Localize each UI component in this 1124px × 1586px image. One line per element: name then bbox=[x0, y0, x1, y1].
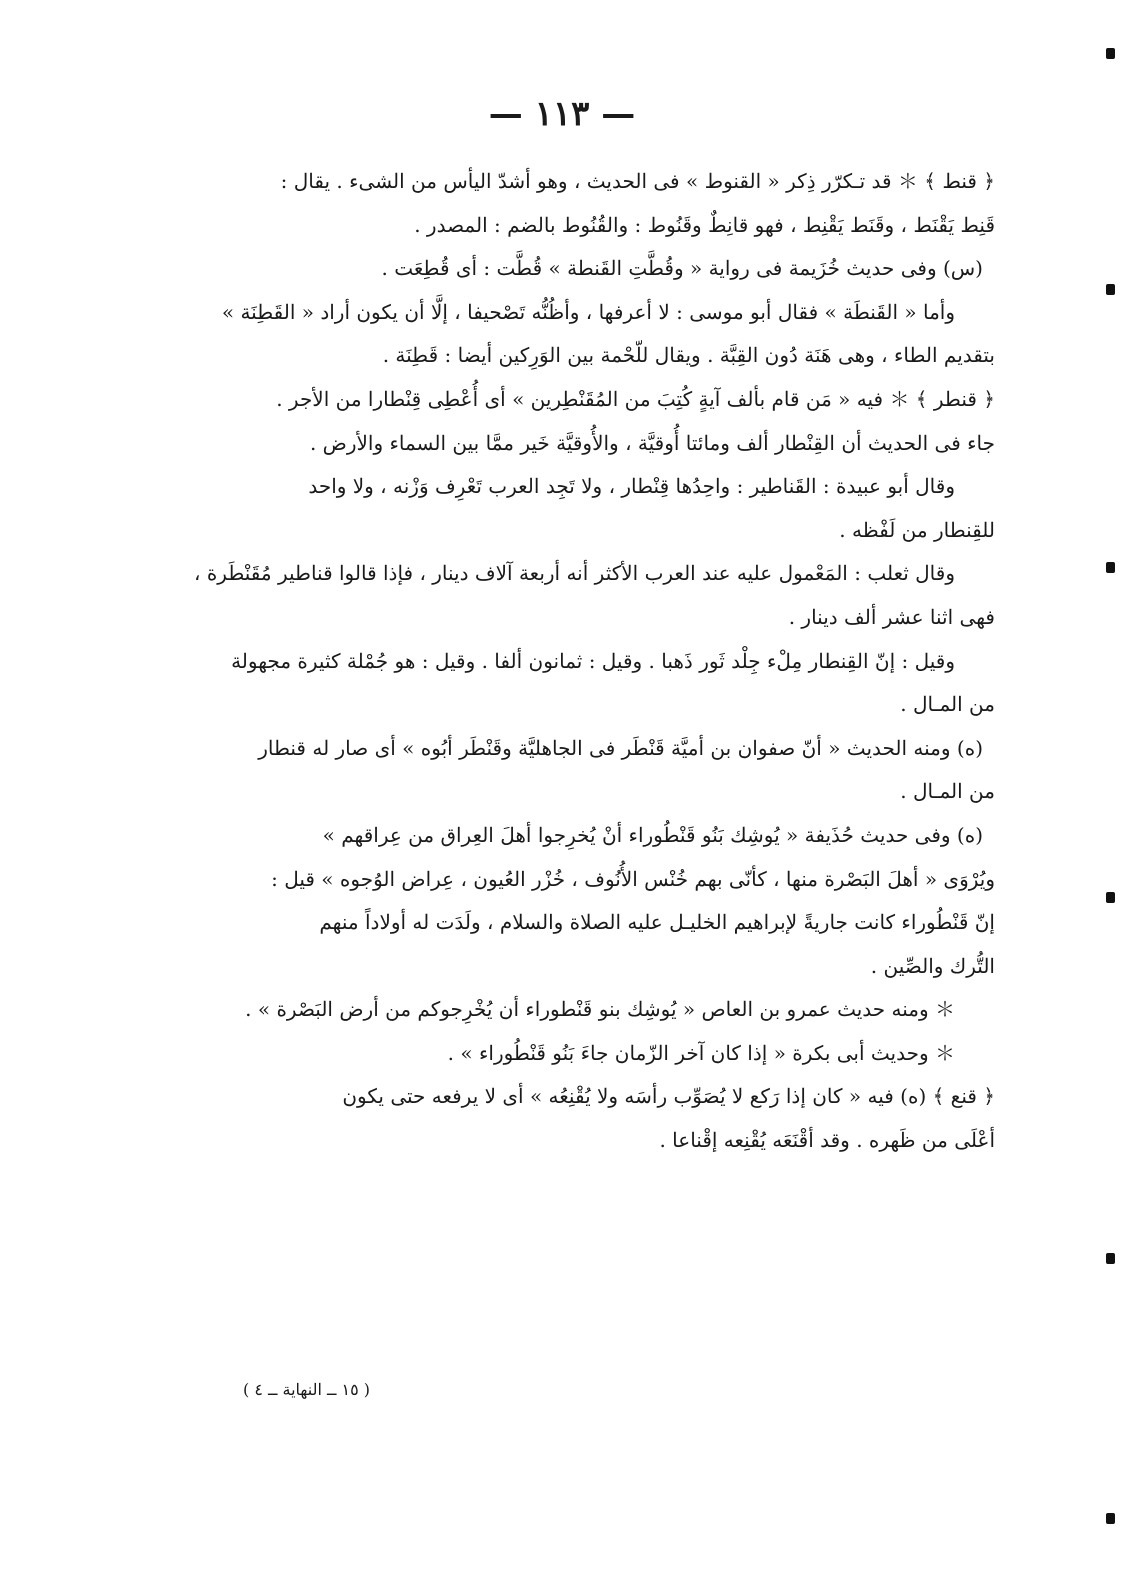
text-line: بتقديم الطاء ، وهى هَنَة دُون القِبَّة . ويقال للّحْمة بين الوَرِكين أيضا : قَطِنَة . bbox=[382, 343, 995, 368]
margin-mark bbox=[1106, 284, 1115, 295]
text-line: ﴿ قنع ﴾ (ه) فيه « كان إذا رَكع لا يُصَوِّب رأسَه ولا يُقْنِعُه » أى لا يرفعه حتى يكون bbox=[342, 1084, 995, 1109]
text-line: إنّ قَنْطُوراء كانت جاريةً لإبراهيم الخليـل عليه الصلاة والسلام ، ولَدَت له أولاداً منهم bbox=[319, 910, 995, 935]
margin-mark bbox=[1106, 1253, 1115, 1264]
text-line: ويُرْوَى « أهلَ البَصْرة منها ، كأنّى بهم خُنْس الأُنُوف ، خُزْر العُيون ، عِراض الوُجوه » قيل : bbox=[271, 866, 995, 891]
body-text bbox=[165, 160, 995, 1163]
text-line: جاء فى الحديث أن القِنْطار ألف ومائتا أُوقيَّة ، والأُوقيَّة خَير ممَّا بين السماء والأرض . bbox=[309, 430, 995, 455]
text-line: فهى اثنا عشر ألف دينار . bbox=[788, 604, 995, 629]
text-line: وقيل : إنّ القِنطار مِلْء جِلْد ثَور ذَهبا . وقيل : ثمانون ألفا . وقيل : هو جُمْلة كثيرة مجهولة bbox=[231, 648, 955, 673]
text-line: قَنِط يَقْنَط ، وقَنَط يَقْنِط ، فهو قانِطٌ وقَنُوط : والقُنُوط بالضم : المصدر . bbox=[414, 212, 995, 237]
text-line: (س) وفى حديث خُزَيمة فى رواية « وقُطَّتِ القَنطة » قُطَّت : أى قُطِعَت . bbox=[381, 256, 983, 281]
margin-mark bbox=[1106, 1513, 1115, 1524]
text-line: التُّرك والصِّين . bbox=[870, 953, 995, 978]
text-line: وقال ثعلب : المَعْمول عليه عند العرب الأكثر أنه أربعة آلاف دينار ، فإذا قالوا قناطير مُقَنْطَرة ، bbox=[194, 561, 955, 586]
text-line: وقال أبو عبيدة : القَناطير : واحِدُها قِنْطار ، ولا تَجِد العرب تَعْرِف وَزْنه ، ولا واحد bbox=[308, 474, 955, 499]
margin-mark bbox=[1106, 562, 1115, 573]
margin-mark bbox=[1106, 892, 1115, 903]
text-line: من المـال . bbox=[900, 779, 995, 804]
text-line: ＊ ومنه حديث عمرو بن العاص « يُوشِك بنو قَنْطوراء أن يُخْرِجوكم من أرض البَصْرة » . bbox=[245, 997, 955, 1022]
text-line: ﴿ قنطر ﴾ ＊ فيه « مَن قام بألف آيةٍ كُتِبَ من المُقَنْطِرين » أى أُعْطِى قِنْطارا من الأجر . bbox=[276, 386, 995, 411]
text-line: وأما « القَنطَة » فقال أبو موسى : لا أعرفها ، وأظُنُّه تَصْحيفا ، إلَّا أن يكون أراد « القَطِنَة » bbox=[221, 299, 955, 324]
text-line: (ه) ومنه الحديث « أنّ صفوان بن أميَّة قَنْطَر فى الجاهليَّة وقَنْطَر أبُوه » أى صار له قنطار bbox=[258, 735, 983, 760]
text-line: ﴿ قنط ﴾ ＊ قد تـكرّر ذِكر « القنوط » فى الحديث ، وهو أشدّ اليأس من الشىء . يقال : bbox=[280, 169, 995, 193]
page-number: — ١١٣ — bbox=[488, 94, 636, 134]
text-line: أعْلَى من ظَهره . وقد أقْنَعَه يُقْنِعه إقْناعا . bbox=[659, 1128, 995, 1153]
text-line: للقِنطار من لَفْظه . bbox=[839, 517, 995, 542]
margin-mark bbox=[1106, 48, 1115, 59]
text-line: (ه) وفى حديث حُذَيفة « يُوشِك بَنُو قَنْطُوراء أنْ يُخرِجوا أهلَ العِراق من عِراقهم » bbox=[322, 822, 983, 847]
footer-signature: ( ١٥ ــ النهاية ــ ٤ ) bbox=[243, 1380, 370, 1399]
text-line: ＊ وحديث أبى بكرة « إذا كان آخر الزّمان جاءَ بَنُو قَنْطُوراء » . bbox=[447, 1040, 955, 1065]
text-line: من المـال . bbox=[900, 692, 995, 717]
